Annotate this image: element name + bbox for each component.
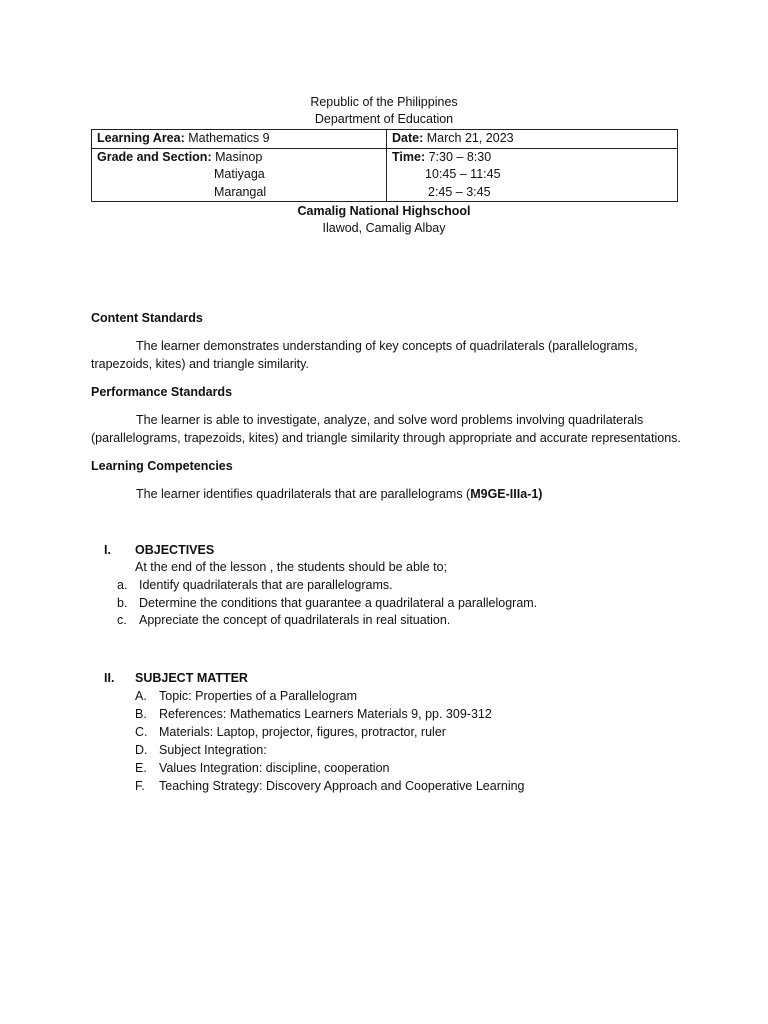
list-item-label: F. [135,779,145,793]
performance-standards-text [91,412,681,447]
time-value: 2:45 – 3:45 [428,184,491,199]
list-item-label: a. [117,578,128,592]
list-item-label: C. [135,725,148,739]
section-value: Matiyaga [214,167,265,181]
list-item-text: References: Mathematics Learners Materials 9, pp. 309-312 [159,707,492,721]
content-standards-heading: Content Standards [91,311,203,325]
list-item-text: Materials: Laptop, projector, figures, protractor, ruler [159,725,446,739]
list-item [135,723,525,741]
list-item [135,759,525,777]
info-row-grade-time [92,148,678,202]
list-item-text: Values Integration: discipline, cooperation [159,761,390,775]
subject-matter-heading: SUBJECT MATTER [135,671,248,685]
objectives-numeral: I. [104,543,111,557]
grade-section-label: Grade and Section: [97,149,212,164]
section-value: Marangal [214,184,267,199]
learning-area-label: Learning Area: [97,131,185,145]
list-item-text: Determine the conditions that guarantee a quadrilateral a parallelogram. [139,595,538,610]
grade-section-cell [92,148,387,202]
learning-area-value: Mathematics 9 [188,131,270,145]
list-item [117,612,537,630]
learning-competencies-heading: Learning Competencies [91,459,233,473]
school-address: Ilawod, Camalig Albay [322,221,446,235]
performance-standards-heading: Performance Standards [91,385,233,399]
list-item-label: E. [135,761,147,775]
learning-competencies-body: The learner identifies quadrilaterals that are parallelograms ( [136,487,471,501]
date-cell [387,130,678,149]
objectives-heading: OBJECTIVES [135,543,215,557]
content-standards-text [91,338,681,373]
list-item-label: A. [135,689,147,703]
list-item [117,595,537,613]
list-item-text: Topic: Properties of a Parallelogram [159,689,358,703]
section-value: Masinop [215,149,263,164]
list-item-label: D. [135,743,148,757]
objectives-intro: At the end of the lesson , the students should be able to; [135,560,448,574]
school-name: Camalig National Highschool [297,204,471,218]
time-value: 10:45 – 11:45 [425,167,501,181]
list-item [135,705,525,723]
competency-code: M9GE-IIIa-1) [470,487,543,501]
list-item [135,741,525,759]
subject-matter-numeral: II. [104,671,115,685]
info-table [91,129,678,202]
header-republic: Republic of the Philippines [310,95,458,109]
date-value: March 21, 2023 [426,131,514,145]
header-department: Department of Education [314,112,454,126]
list-item-text: Subject Integration: [159,743,267,757]
list-item-label: b. [117,595,128,610]
info-row-area-date [92,130,678,149]
subject-matter-list [135,687,525,795]
time-value: 7:30 – 8:30 [428,149,492,164]
learning-area-cell [92,130,387,149]
date-label: Date: [392,131,424,145]
list-item [135,777,525,795]
list-item-text: Appreciate the concept of quadrilaterals in real situation. [139,613,451,627]
list-item-text: Teaching Strategy: Discovery Approach and Cooperative Learning [159,779,525,793]
list-item [135,687,525,705]
time-label: Time: [392,149,426,164]
list-item-label: c. [117,613,127,627]
content-standards-body: The learner demonstrates understanding of key concepts of quadrilaterals (parallelograms, trapezoids, kites) and triangle similarity. [91,339,638,371]
learning-competencies-text [91,486,681,504]
list-item-text: Identify quadrilaterals that are parallelograms. [139,578,393,592]
list-item-label: B. [135,707,147,721]
performance-standards-body: The learner is able to investigate, analyze, and solve word problems involving quadrilaterals (parallelograms, trapezoids, kites) and triangle similarity through appropriate and accurate representations. [91,413,681,445]
time-cell [387,148,678,202]
list-item [117,577,537,595]
objectives-list [117,577,537,630]
